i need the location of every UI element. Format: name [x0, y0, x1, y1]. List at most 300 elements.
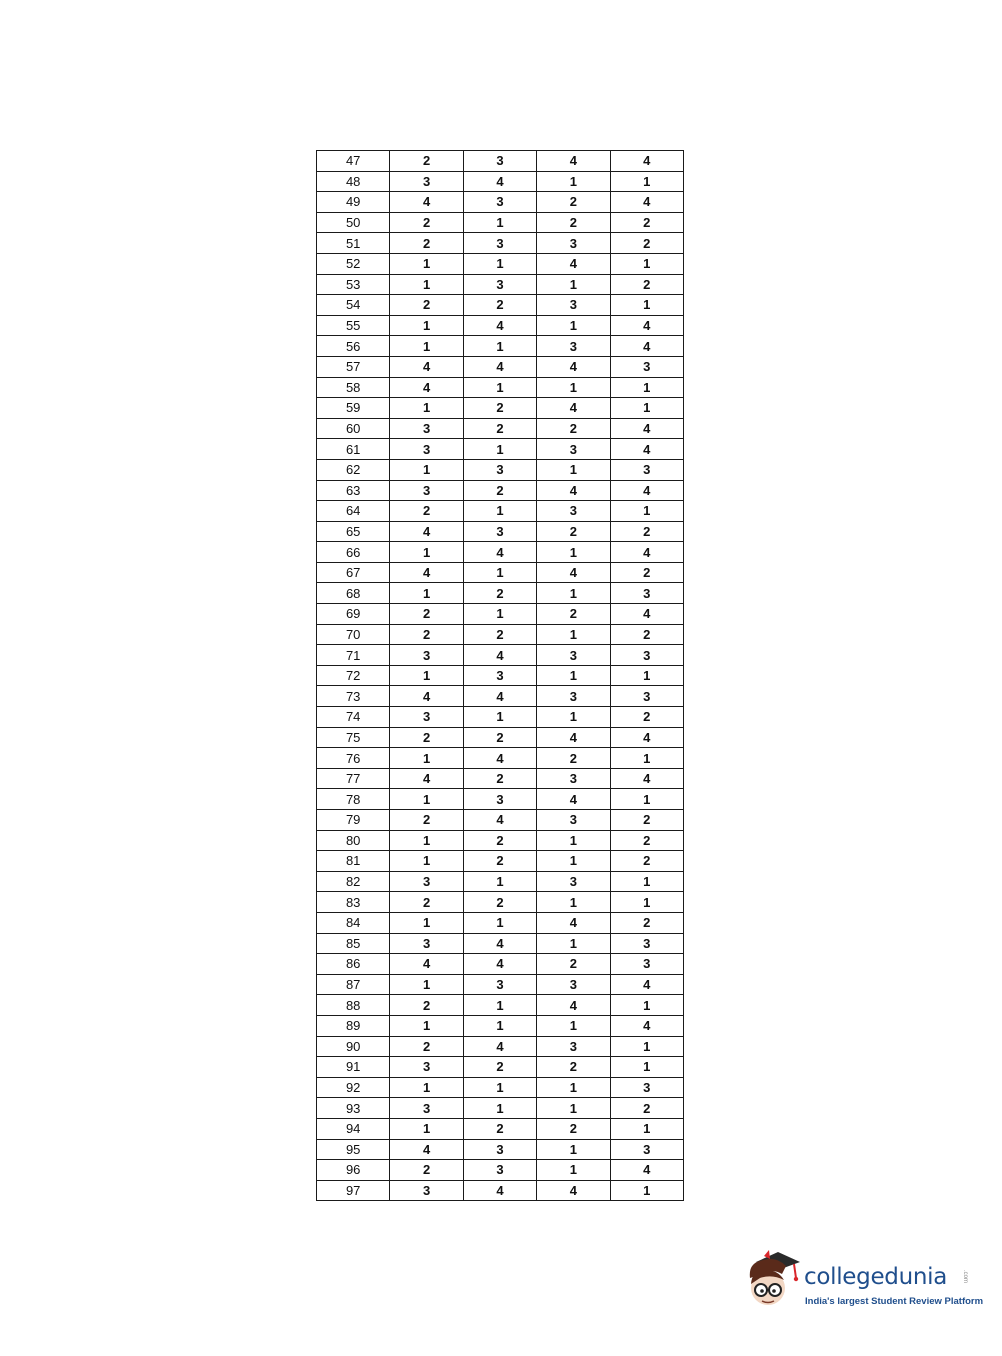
table-row — [317, 1077, 684, 1098]
answer-cell: 3 — [610, 356, 683, 377]
answer-cell: 4 — [463, 356, 536, 377]
answer-cell: 2 — [390, 624, 463, 645]
table-row — [317, 1098, 684, 1119]
answer-cell: 2 — [390, 892, 463, 913]
answer-cell: 1 — [463, 912, 536, 933]
question-number: 69 — [317, 604, 390, 625]
table-row — [317, 315, 684, 336]
answer-cell: 2 — [463, 851, 536, 872]
answer-cell: 2 — [463, 418, 536, 439]
answer-cell: 3 — [537, 501, 610, 522]
answer-cell: 3 — [537, 233, 610, 254]
table-row — [317, 789, 684, 810]
table-row — [317, 1015, 684, 1036]
table-row — [317, 501, 684, 522]
answer-cell: 2 — [390, 295, 463, 316]
answer-cell: 4 — [537, 480, 610, 501]
answer-cell: 4 — [610, 1160, 683, 1181]
answer-cell: 1 — [390, 830, 463, 851]
answer-cell: 3 — [463, 1139, 536, 1160]
table-row — [317, 377, 684, 398]
table-row — [317, 418, 684, 439]
answer-cell: 1 — [390, 748, 463, 769]
answer-cell: 1 — [610, 892, 683, 913]
answer-cell: 4 — [537, 912, 610, 933]
answer-cell: 1 — [463, 336, 536, 357]
table-row — [317, 336, 684, 357]
answer-cell: 1 — [390, 665, 463, 686]
answer-cell: 3 — [463, 151, 536, 172]
answer-cell: 2 — [610, 562, 683, 583]
answer-cell: 1 — [463, 1077, 536, 1098]
answer-cell: 1 — [390, 974, 463, 995]
question-number: 66 — [317, 542, 390, 563]
answer-cell: 3 — [610, 459, 683, 480]
question-number: 65 — [317, 521, 390, 542]
brand-name: collegedunia — [804, 1264, 948, 1290]
answer-cell: 4 — [390, 686, 463, 707]
question-number: 94 — [317, 1118, 390, 1139]
answer-cell: 3 — [610, 1077, 683, 1098]
table-row — [317, 665, 684, 686]
answer-cell: 1 — [537, 1139, 610, 1160]
answer-cell: 1 — [537, 1160, 610, 1181]
answer-cell: 4 — [537, 253, 610, 274]
answer-cell: 4 — [537, 1180, 610, 1201]
answer-cell: 3 — [537, 295, 610, 316]
answer-cell: 1 — [610, 171, 683, 192]
question-number: 80 — [317, 830, 390, 851]
table-row — [317, 562, 684, 583]
answer-cell: 3 — [390, 871, 463, 892]
table-row — [317, 1118, 684, 1139]
answer-cell: 4 — [537, 356, 610, 377]
answer-cell: 1 — [390, 336, 463, 357]
answer-cell: 3 — [537, 810, 610, 831]
table-row — [317, 1180, 684, 1201]
answer-cell: 3 — [463, 665, 536, 686]
table-row — [317, 645, 684, 666]
answer-cell: 1 — [390, 459, 463, 480]
answer-cell: 3 — [463, 789, 536, 810]
answer-cell: 4 — [463, 1180, 536, 1201]
answer-cell: 1 — [537, 171, 610, 192]
answer-cell: 4 — [463, 645, 536, 666]
question-number: 62 — [317, 459, 390, 480]
answer-cell: 4 — [537, 398, 610, 419]
answer-cell: 2 — [610, 274, 683, 295]
answer-cell: 2 — [610, 830, 683, 851]
answer-cell: 4 — [390, 954, 463, 975]
answer-cell: 3 — [537, 645, 610, 666]
answer-cell: 4 — [610, 604, 683, 625]
answer-cell: 2 — [610, 233, 683, 254]
question-number: 47 — [317, 151, 390, 172]
table-row — [317, 851, 684, 872]
table-row — [317, 604, 684, 625]
answer-cell: 3 — [537, 439, 610, 460]
table-row — [317, 459, 684, 480]
answer-cell: 3 — [390, 171, 463, 192]
answer-cell: 1 — [537, 1077, 610, 1098]
question-number: 57 — [317, 356, 390, 377]
answer-cell: 2 — [463, 1057, 536, 1078]
answer-cell: 2 — [390, 233, 463, 254]
table-row — [317, 892, 684, 913]
answer-cell: 1 — [463, 439, 536, 460]
answer-cell: 1 — [537, 542, 610, 563]
answer-cell: 1 — [537, 933, 610, 954]
answer-cell: 2 — [537, 1057, 610, 1078]
table-row — [317, 871, 684, 892]
question-number: 61 — [317, 439, 390, 460]
answer-cell: 4 — [610, 151, 683, 172]
answer-cell: 2 — [537, 418, 610, 439]
question-number: 70 — [317, 624, 390, 645]
question-number: 86 — [317, 954, 390, 975]
question-number: 77 — [317, 768, 390, 789]
answer-cell: 1 — [463, 1015, 536, 1036]
answer-cell: 4 — [390, 521, 463, 542]
answer-cell: 3 — [463, 233, 536, 254]
answer-cell: 2 — [463, 295, 536, 316]
answer-cell: 4 — [610, 480, 683, 501]
answer-cell: 4 — [610, 727, 683, 748]
answer-cell: 1 — [390, 1077, 463, 1098]
table-row — [317, 1160, 684, 1181]
answer-cell: 1 — [463, 562, 536, 583]
answer-cell: 3 — [610, 933, 683, 954]
answer-cell: 2 — [463, 892, 536, 913]
answer-cell: 2 — [610, 624, 683, 645]
answer-cell: 1 — [463, 377, 536, 398]
answer-cell: 1 — [610, 665, 683, 686]
answer-cell: 2 — [390, 995, 463, 1016]
answer-cell: 1 — [390, 542, 463, 563]
answer-cell: 2 — [610, 521, 683, 542]
answer-cell: 4 — [610, 542, 683, 563]
answer-key-body — [317, 151, 684, 1201]
answer-cell: 3 — [610, 954, 683, 975]
answer-cell: 1 — [610, 295, 683, 316]
answer-cell: 4 — [610, 974, 683, 995]
table-row — [317, 521, 684, 542]
answer-cell: 1 — [463, 604, 536, 625]
answer-cell: 2 — [537, 521, 610, 542]
answer-cell: 4 — [610, 315, 683, 336]
table-row — [317, 933, 684, 954]
question-number: 67 — [317, 562, 390, 583]
question-number: 54 — [317, 295, 390, 316]
table-row — [317, 912, 684, 933]
answer-cell: 2 — [463, 480, 536, 501]
answer-cell: 1 — [610, 995, 683, 1016]
answer-cell: 4 — [463, 686, 536, 707]
question-number: 82 — [317, 871, 390, 892]
answer-cell: 2 — [463, 830, 536, 851]
question-number: 71 — [317, 645, 390, 666]
answer-cell: 2 — [610, 810, 683, 831]
answer-cell: 4 — [463, 315, 536, 336]
answer-cell: 3 — [390, 1057, 463, 1078]
answer-cell: 3 — [463, 192, 536, 213]
answer-cell: 4 — [463, 954, 536, 975]
answer-cell: 4 — [390, 377, 463, 398]
table-row — [317, 542, 684, 563]
answer-cell: 1 — [390, 315, 463, 336]
answer-cell: 2 — [537, 748, 610, 769]
question-number: 74 — [317, 707, 390, 728]
answer-cell: 1 — [610, 789, 683, 810]
answer-cell: 1 — [390, 789, 463, 810]
table-row — [317, 583, 684, 604]
question-number: 91 — [317, 1057, 390, 1078]
answer-cell: 1 — [537, 377, 610, 398]
answer-cell: 1 — [537, 851, 610, 872]
answer-cell: 3 — [537, 1036, 610, 1057]
table-row — [317, 954, 684, 975]
answer-cell: 3 — [390, 439, 463, 460]
question-number: 64 — [317, 501, 390, 522]
answer-cell: 1 — [463, 1098, 536, 1119]
table-row — [317, 439, 684, 460]
answer-cell: 4 — [463, 748, 536, 769]
question-number: 89 — [317, 1015, 390, 1036]
answer-cell: 1 — [463, 212, 536, 233]
answer-cell: 1 — [537, 315, 610, 336]
question-number: 72 — [317, 665, 390, 686]
answer-cell: 1 — [463, 995, 536, 1016]
answer-cell: 2 — [390, 212, 463, 233]
brand-tagline: India's largest Student Review Platform — [805, 1296, 984, 1307]
answer-cell: 2 — [537, 954, 610, 975]
question-number: 88 — [317, 995, 390, 1016]
question-number: 58 — [317, 377, 390, 398]
question-number: 49 — [317, 192, 390, 213]
table-row — [317, 810, 684, 831]
question-number: 55 — [317, 315, 390, 336]
table-row — [317, 1139, 684, 1160]
table-row — [317, 624, 684, 645]
answer-cell: 3 — [463, 974, 536, 995]
collegedunia-watermark — [742, 1248, 984, 1310]
table-row — [317, 995, 684, 1016]
answer-cell: 1 — [537, 274, 610, 295]
answer-cell: 3 — [463, 521, 536, 542]
table-row — [317, 212, 684, 233]
answer-cell: 1 — [537, 830, 610, 851]
table-row — [317, 707, 684, 728]
answer-cell: 1 — [610, 871, 683, 892]
answer-cell: 3 — [463, 1160, 536, 1181]
brand-tld: .com — [962, 1270, 968, 1284]
answer-cell: 4 — [537, 562, 610, 583]
answer-cell: 1 — [610, 1057, 683, 1078]
table-row — [317, 686, 684, 707]
answer-cell: 2 — [463, 727, 536, 748]
answer-cell: 3 — [537, 871, 610, 892]
answer-cell: 3 — [463, 274, 536, 295]
answer-cell: 1 — [610, 1180, 683, 1201]
answer-cell: 3 — [610, 645, 683, 666]
table-row — [317, 1036, 684, 1057]
answer-cell: 3 — [610, 583, 683, 604]
answer-cell: 3 — [390, 707, 463, 728]
answer-cell: 2 — [537, 604, 610, 625]
answer-cell: 1 — [537, 707, 610, 728]
table-row — [317, 830, 684, 851]
table-row — [317, 253, 684, 274]
question-number: 85 — [317, 933, 390, 954]
answer-cell: 4 — [610, 768, 683, 789]
answer-cell: 1 — [390, 583, 463, 604]
answer-cell: 3 — [537, 686, 610, 707]
answer-cell: 1 — [610, 253, 683, 274]
answer-cell: 4 — [390, 768, 463, 789]
answer-cell: 3 — [390, 1180, 463, 1201]
answer-cell: 2 — [463, 1118, 536, 1139]
answer-cell: 2 — [390, 604, 463, 625]
question-number: 53 — [317, 274, 390, 295]
answer-cell: 1 — [537, 459, 610, 480]
question-number: 87 — [317, 974, 390, 995]
question-number: 59 — [317, 398, 390, 419]
question-number: 95 — [317, 1139, 390, 1160]
answer-cell: 2 — [610, 212, 683, 233]
table-row — [317, 398, 684, 419]
answer-cell: 1 — [390, 1015, 463, 1036]
answer-cell: 2 — [537, 1118, 610, 1139]
answer-key-table — [316, 150, 684, 1201]
question-number: 97 — [317, 1180, 390, 1201]
answer-cell: 1 — [537, 892, 610, 913]
question-number: 63 — [317, 480, 390, 501]
table-row — [317, 295, 684, 316]
answer-cell: 3 — [610, 1139, 683, 1160]
question-number: 60 — [317, 418, 390, 439]
question-number: 51 — [317, 233, 390, 254]
answer-cell: 1 — [463, 253, 536, 274]
question-number: 96 — [317, 1160, 390, 1181]
answer-cell: 1 — [390, 253, 463, 274]
table-row — [317, 171, 684, 192]
answer-cell: 4 — [610, 336, 683, 357]
answer-cell: 4 — [390, 356, 463, 377]
answer-cell: 4 — [537, 789, 610, 810]
answer-cell: 2 — [463, 398, 536, 419]
answer-cell: 4 — [390, 192, 463, 213]
answer-cell: 3 — [463, 459, 536, 480]
answer-cell: 4 — [463, 933, 536, 954]
question-number: 79 — [317, 810, 390, 831]
student-mascot-icon — [742, 1248, 802, 1310]
answer-cell: 1 — [463, 707, 536, 728]
answer-cell: 4 — [463, 542, 536, 563]
question-number: 84 — [317, 912, 390, 933]
answer-cell: 4 — [390, 562, 463, 583]
answer-cell: 2 — [463, 583, 536, 604]
question-number: 78 — [317, 789, 390, 810]
answer-cell: 3 — [390, 418, 463, 439]
answer-cell: 2 — [537, 192, 610, 213]
answer-cell: 2 — [463, 624, 536, 645]
answer-cell: 2 — [537, 212, 610, 233]
question-number: 73 — [317, 686, 390, 707]
answer-cell: 2 — [463, 768, 536, 789]
answer-cell: 1 — [610, 1118, 683, 1139]
answer-cell: 4 — [463, 171, 536, 192]
table-row — [317, 727, 684, 748]
answer-cell: 2 — [390, 1160, 463, 1181]
answer-cell: 4 — [610, 192, 683, 213]
answer-cell: 1 — [537, 1015, 610, 1036]
question-number: 83 — [317, 892, 390, 913]
table-row — [317, 974, 684, 995]
answer-cell: 4 — [537, 995, 610, 1016]
table-row — [317, 748, 684, 769]
answer-cell: 1 — [610, 748, 683, 769]
answer-cell: 1 — [610, 398, 683, 419]
answer-cell: 2 — [610, 912, 683, 933]
answer-cell: 1 — [610, 1036, 683, 1057]
answer-cell: 1 — [610, 501, 683, 522]
table-row — [317, 274, 684, 295]
answer-cell: 1 — [537, 583, 610, 604]
table-row — [317, 151, 684, 172]
answer-cell: 4 — [463, 810, 536, 831]
question-number: 76 — [317, 748, 390, 769]
question-number: 48 — [317, 171, 390, 192]
answer-cell: 4 — [610, 418, 683, 439]
question-number: 81 — [317, 851, 390, 872]
answer-cell: 3 — [390, 480, 463, 501]
answer-cell: 4 — [537, 151, 610, 172]
answer-cell: 1 — [390, 274, 463, 295]
answer-cell: 4 — [390, 1139, 463, 1160]
answer-cell: 2 — [390, 151, 463, 172]
table-row — [317, 480, 684, 501]
question-number: 93 — [317, 1098, 390, 1119]
question-number: 56 — [317, 336, 390, 357]
answer-cell: 3 — [610, 686, 683, 707]
answer-cell: 1 — [390, 912, 463, 933]
answer-cell: 2 — [610, 1098, 683, 1119]
table-row — [317, 356, 684, 377]
answer-cell: 4 — [610, 1015, 683, 1036]
answer-cell: 4 — [610, 439, 683, 460]
answer-cell: 3 — [390, 645, 463, 666]
question-number: 92 — [317, 1077, 390, 1098]
answer-cell: 2 — [390, 1036, 463, 1057]
table-row — [317, 192, 684, 213]
answer-cell: 1 — [463, 871, 536, 892]
question-number: 90 — [317, 1036, 390, 1057]
table-row — [317, 233, 684, 254]
answer-cell: 3 — [390, 933, 463, 954]
table-row — [317, 768, 684, 789]
answer-cell: 1 — [537, 624, 610, 645]
answer-cell: 4 — [463, 1036, 536, 1057]
answer-cell: 1 — [610, 377, 683, 398]
answer-cell: 2 — [390, 810, 463, 831]
table-row — [317, 1057, 684, 1078]
answer-cell: 2 — [390, 501, 463, 522]
answer-cell: 2 — [390, 727, 463, 748]
answer-cell: 1 — [537, 1098, 610, 1119]
answer-cell: 3 — [537, 336, 610, 357]
answer-cell: 1 — [390, 1118, 463, 1139]
answer-cell: 1 — [390, 851, 463, 872]
